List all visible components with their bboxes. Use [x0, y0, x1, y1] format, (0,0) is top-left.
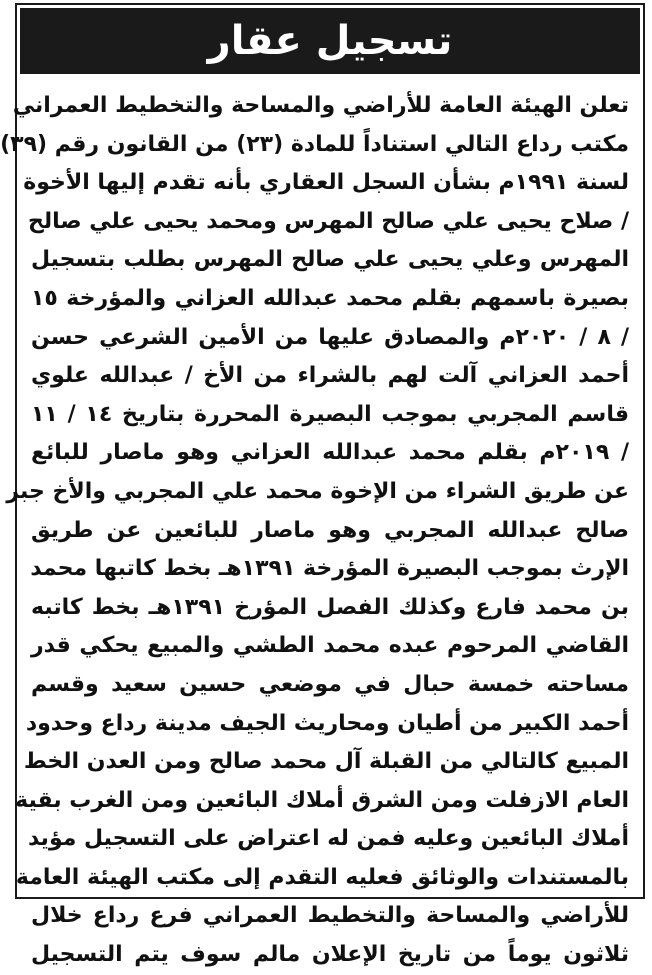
- notice-line: أحمد الكبير من أطيان ومحاريث الجيف مدينة رداع وحدود: [25, 710, 629, 736]
- notice-line: بالمستندات والوثائق فعليه التقدم إلى مكتب الهيئة العامة: [15, 864, 629, 890]
- notice-title: تسجيل عقار: [207, 18, 453, 64]
- notice-line: ثلاثون يوماً من تاريخ الإعلان مالم سوف يتم التسجيل: [31, 942, 629, 968]
- notice-line: بصيرة باسمهم بقلم محمد عبدالله العزاني والمؤرخة ١٥: [31, 285, 629, 311]
- notice-body: [0, 87, 630, 968]
- notice-line: تعلن الهيئة العامة للأراضي والمساحة والتخطيط العمراني: [12, 93, 629, 118]
- notice-line: للأراضي والمساحة والتخطيط العمراني فرع رداع خلال: [31, 903, 629, 929]
- notice-line: قاسم المجربي بموجب البصيرة المحررة بتاريخ ١٤ / ١١: [31, 401, 629, 427]
- notice-line: / ٢٠١٩م بقلم محمد عبدالله العزاني وهو ماصار للبائع: [31, 440, 629, 466]
- notice-line: أملاك البائعين وعليه فمن له اعتراض على التسجيل مؤيد: [27, 826, 629, 852]
- notice-line: الإرث بموجب البصيرة المؤرخة ١٣٩١هـ بخط كاتبها محمد: [30, 556, 629, 582]
- notice-line: مكتب رداع التالي استناداً للمادة (٢٣) من القانون رقم (٣٩): [0, 131, 629, 157]
- notice-line: أحمد العزاني آلت لهم بالشراء من الأخ / عبدالله علوي: [31, 363, 629, 389]
- notice-line: / صلاح يحيى علي صالح المهرس ومحمد يحيى علي صالح: [27, 208, 629, 234]
- notice-line: / ٨ / ٢٠٢٠م والمصادق عليها من الأمين الشرعي حسن: [31, 324, 629, 350]
- title-bar: [20, 8, 640, 74]
- notice-line: عن طريق الشراء من الإخوة محمد علي المجربي والأخ جبر: [6, 478, 629, 504]
- notice-line: المبيع كالتالي من القبلة آل محمد صالح ومن العدن الخط: [23, 749, 629, 775]
- notice-line: بن محمد فارع وكذلك الفصل المؤرخ ١٣٩١هـ بخط كاتبه: [31, 594, 630, 620]
- notice-frame: [0, 3, 645, 968]
- notice-line: المهرس وعلي يحيى علي صالح المهرس بطلب بتسجيل: [31, 247, 629, 273]
- notice-line: لسنة ١٩٩١م بشأن السجل العقاري بأنه تقدم إليها الأخوة: [23, 170, 629, 196]
- notice-line: العام الازفلت ومن الشرق أملاك البائعين ومن الغرب بقية: [15, 787, 629, 813]
- notice-line: صالح عبدالله المجربي وهو ماصار للبائعين عن طريق: [31, 517, 629, 543]
- notice-line: القاضي المرحوم عبده محمد الطشي والمبيع يحكي قدر: [31, 633, 629, 659]
- notice-line: مساحته خمسة حبال في موضعي حسين سعيد وقسم: [31, 671, 629, 697]
